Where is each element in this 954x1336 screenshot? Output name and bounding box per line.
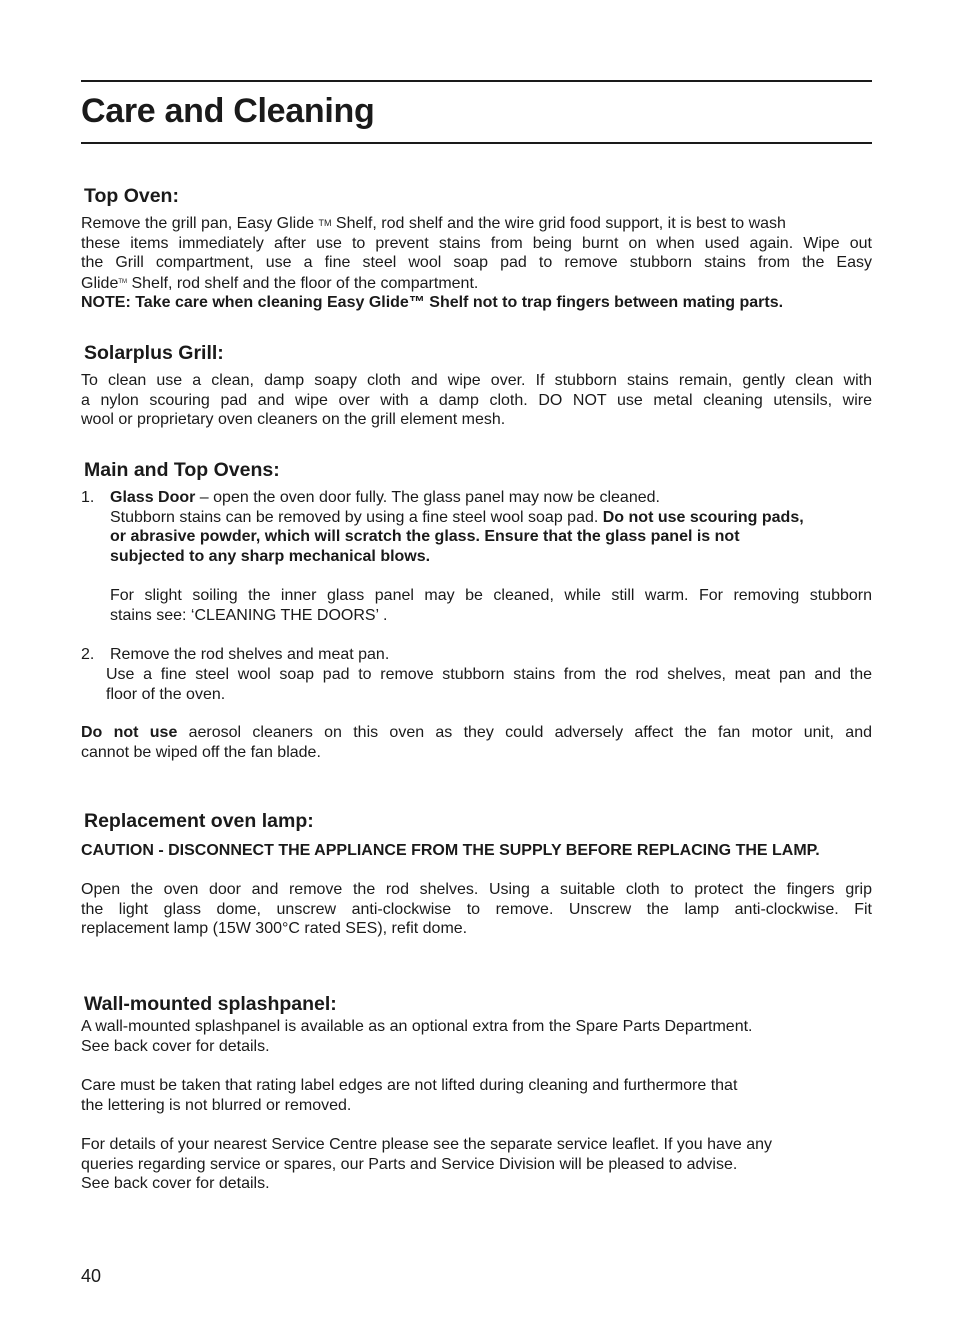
- glass-door-line-5: For slight soiling the inner glass panel may be cleaned, while still warm. For removing stubborn: [110, 586, 872, 604]
- section-heading-splashpanel: Wall-mounted splashpanel:: [84, 993, 337, 1015]
- section-heading-solarplus-grill: Solarplus Grill:: [84, 342, 224, 364]
- oven-lamp-line-2: the light glass dome, unscrew anti-clockwise to remove. Unscrew the lamp anti-clockwise. Fit: [81, 900, 872, 918]
- solarplus-grill-paragraph: [81, 371, 872, 430]
- page-number: 40: [81, 1266, 102, 1286]
- splashpanel-p3-line-1: For details of your nearest Service Centre please see the separate service leaflet. If you have any: [81, 1136, 773, 1153]
- splashpanel-p2-line-2: the lettering is not blurred or removed.: [81, 1096, 352, 1114]
- section-heading-top-oven: Top Oven:: [84, 185, 179, 207]
- section-heading-main-top-ovens: Main and Top Ovens:: [84, 459, 280, 481]
- rod-shelves-line-1: Use a fine steel wool soap pad to remove stubborn stains from the rod shelves, meat pan and the: [106, 666, 872, 683]
- rod-shelves-line-2: floor of the oven.: [106, 685, 226, 703]
- list-item-number-2: 2.: [81, 646, 95, 663]
- top-oven-line-4: Glide™ Shelf, rod shelf and the floor of the compartment.: [81, 274, 479, 292]
- section-heading-oven-lamp: Replacement oven lamp:: [84, 810, 314, 832]
- top-oven-line-1: Remove the grill pan, Easy Glide TM Shelf, rod shelf and the wire grid food support, it is best to wash: [81, 215, 786, 232]
- list-item-number-1: 1.: [81, 489, 95, 506]
- splashpanel-p3-line-3: See back cover for details.: [81, 1175, 270, 1193]
- glass-door-line-4: subjected to any sharp mechanical blows.: [110, 547, 431, 565]
- top-rule: [81, 80, 872, 82]
- do-not-use-line-2: cannot be wiped off the fan blade.: [81, 743, 321, 761]
- do-not-use-paragraph: [81, 723, 872, 762]
- splashpanel-paragraph-1: [81, 1017, 872, 1056]
- oven-lamp-paragraph: [81, 880, 872, 939]
- list-item-glass-door: [110, 488, 872, 625]
- glass-door-line-2: Stubborn stains can be removed by using a fine steel wool soap pad. Do not use scouring pads,: [110, 508, 804, 526]
- title-underline-rule: [81, 142, 872, 144]
- top-oven-note: NOTE: Take care when cleaning Easy Glide™ Shelf not to trap fingers between mating parts.: [81, 294, 784, 312]
- oven-lamp-line-1: Open the oven door and remove the rod shelves. Using a suitable cloth to protect the fingers grip: [81, 881, 872, 898]
- splashpanel-paragraph-2: [81, 1076, 872, 1115]
- page-title: Care and Cleaning: [81, 92, 375, 130]
- top-oven-line-2: these items immediately after use to prevent stains from being burnt on when used again. Wipe out: [81, 234, 872, 252]
- splashpanel-p1-line-1: A wall-mounted splashpanel is available as an optional extra from the Spare Parts Department.: [81, 1018, 753, 1035]
- oven-lamp-line-3: replacement lamp (15W 300°C rated SES), refit dome.: [81, 920, 468, 938]
- list-item-rod-shelves: Remove the rod shelves and meat pan.: [110, 646, 390, 663]
- oven-lamp-caution: CAUTION - DISCONNECT THE APPLIANCE FROM THE SUPPLY BEFORE REPLACING THE LAMP.: [81, 842, 820, 859]
- splashpanel-paragraph-3: [81, 1135, 872, 1194]
- glass-door-line-6: stains see: ‘CLEANING THE DOORS’ .: [110, 606, 388, 624]
- glass-door-line-1: Glass Door – open the oven door fully. The glass panel may now be cleaned.: [110, 489, 660, 506]
- splashpanel-p2-line-1: Care must be taken that rating label edges are not lifted during cleaning and furthermore that: [81, 1077, 738, 1094]
- solarplus-line-1: To clean use a clean, damp soapy cloth and wipe over. If stubborn stains remain, gently clean with: [81, 372, 872, 389]
- solarplus-line-3: wool or proprietary oven cleaners on the grill element mesh.: [81, 411, 506, 429]
- top-oven-paragraph: [81, 214, 872, 313]
- do-not-use-line-1: Do not use aerosol cleaners on this oven as they could adversely affect the fan motor unit, and: [81, 724, 872, 741]
- glass-door-line-3: or abrasive powder, which will scratch the glass. Ensure that the glass panel is not: [110, 528, 740, 546]
- solarplus-line-2: a nylon scouring pad and wipe over with a damp cloth. DO NOT use metal cleaning utensils, wire: [81, 391, 872, 409]
- top-oven-line-3: the Grill compartment, use a fine steel wool soap pad to remove stubborn stains from the Easy: [81, 254, 872, 272]
- splashpanel-p3-line-2: queries regarding service or spares, our Parts and Service Division will be pleased to advise.: [81, 1155, 738, 1173]
- rod-shelves-detail: [106, 665, 872, 704]
- splashpanel-p1-line-2: See back cover for details.: [81, 1037, 270, 1055]
